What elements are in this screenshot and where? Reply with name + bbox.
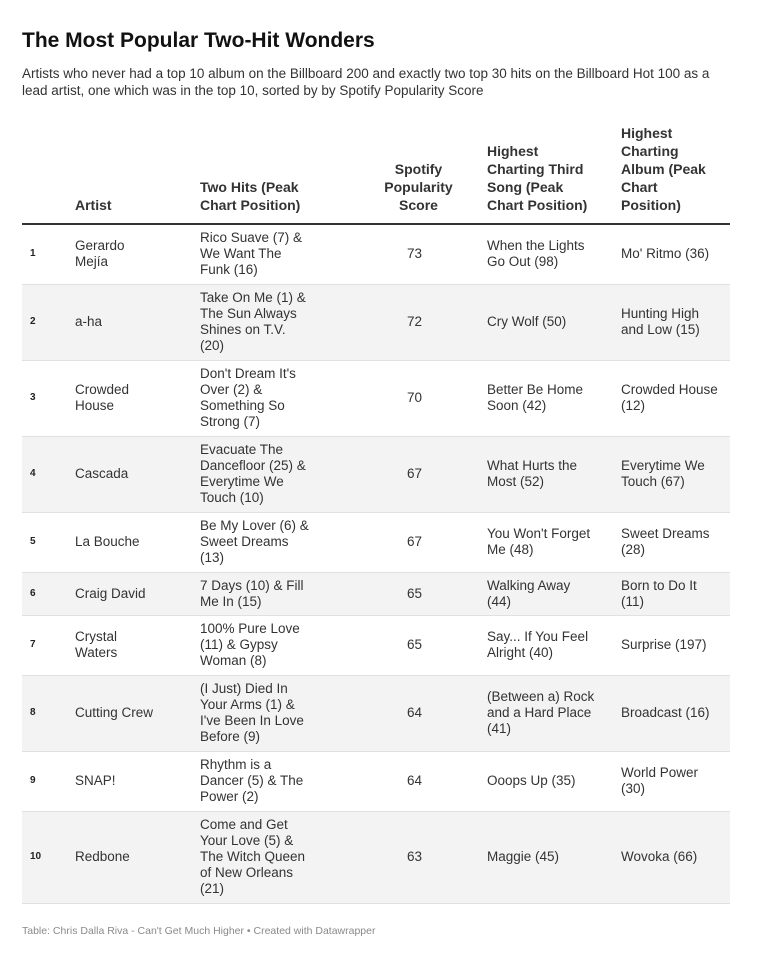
table-row (22, 512, 730, 572)
page-subtitle: Artists who never had a top 10 album on the Billboard 200 and exactly two top 30 hits on the Billboard Hot 100 as a lead artist, one which was in the top 10, sorted by by Spotify Popularity Score (22, 66, 710, 98)
row-third-song-cell (487, 512, 621, 572)
row-album-cell (621, 811, 730, 903)
row-artist-cell (75, 512, 200, 572)
row-two-hits: Rico Suave (7) & We Want The Funk (16) (200, 230, 303, 278)
row-third-song-cell (487, 224, 621, 284)
row-album-cell (621, 224, 730, 284)
row-rank-cell (22, 572, 75, 615)
row-rank-cell (22, 751, 75, 811)
row-third-song: Say... If You Feel Alright (40) (487, 629, 589, 660)
row-third-song: Walking Away (44) (487, 577, 571, 609)
table-row (22, 751, 730, 811)
row-rank-cell (22, 224, 75, 284)
footer-credit: Table: Chris Dalla Riva - Can't Get Much Higher • Created with Datawrapper (22, 925, 376, 937)
row-third-song: Maggie (45) (487, 849, 560, 864)
row-spotify-score-cell (350, 675, 487, 751)
row-artist: SNAP! (75, 773, 116, 788)
row-album: Broadcast (16) (621, 705, 710, 720)
row-two-hits-cell (200, 284, 350, 360)
row-artist-cell (75, 751, 200, 811)
row-spotify-score: 72 (406, 314, 423, 329)
row-third-song-cell (487, 811, 621, 903)
row-album: Surprise (197) (621, 637, 707, 652)
row-album-cell (621, 512, 730, 572)
row-artist: Cutting Crew (75, 705, 154, 720)
table-row (22, 675, 730, 751)
row-spotify-score-cell (350, 811, 487, 903)
row-third-song: What Hurts the Most (52) (487, 458, 578, 489)
row-artist-cell (75, 675, 200, 751)
row-artist: Gerardo Mejía (75, 238, 125, 270)
table-row (22, 224, 730, 284)
table-row (22, 572, 730, 615)
row-artist: Redbone (75, 849, 130, 864)
row-artist-cell (75, 436, 200, 512)
row-rank: 6 (30, 587, 36, 599)
row-rank: 4 (30, 468, 36, 479)
row-album: Born to Do It (11) (621, 577, 697, 609)
row-album-cell (621, 360, 730, 436)
data-table (22, 124, 730, 904)
row-artist-cell (75, 224, 200, 284)
row-album: Everytime We Touch (67) (621, 458, 705, 489)
row-rank: 8 (30, 707, 36, 718)
row-rank: 9 (30, 775, 36, 786)
row-third-song: You Won't Forget Me (48) (487, 526, 591, 557)
header-row (22, 124, 730, 224)
row-rank-cell (22, 436, 75, 512)
row-two-hits-cell (200, 360, 350, 436)
row-two-hits: 7 Days (10) & Fill Me In (15) (200, 577, 304, 609)
header-spotify-score[interactable] (350, 124, 487, 224)
header-two-hits[interactable] (200, 124, 350, 224)
row-album-cell (621, 615, 730, 675)
row-two-hits-cell (200, 572, 350, 615)
row-two-hits: Evacuate The Dancefloor (25) & Everytime We Touch (10) (200, 442, 306, 505)
row-rank: 7 (30, 639, 36, 650)
row-album: Mo' Ritmo (36) (621, 246, 710, 262)
table-row (22, 811, 730, 903)
row-third-song: When the Lights Go Out (98) (487, 238, 585, 270)
row-third-song-cell (487, 615, 621, 675)
table-row (22, 436, 730, 512)
row-spotify-score: 65 (406, 637, 423, 652)
row-artist: Crowded House (75, 382, 130, 413)
row-third-song: Better Be Home Soon (42) (487, 382, 584, 413)
row-third-song-cell (487, 675, 621, 751)
row-third-song: Cry Wolf (50) (487, 314, 567, 329)
row-rank: 1 (30, 248, 36, 260)
row-spotify-score: 73 (406, 246, 423, 262)
row-two-hits: Be My Lover (6) & Sweet Dreams (13) (200, 518, 309, 565)
row-album: Sweet Dreams (28) (621, 526, 710, 557)
row-spotify-score-cell (350, 224, 487, 284)
row-third-song-cell (487, 751, 621, 811)
row-artist-cell (75, 572, 200, 615)
row-rank-cell (22, 811, 75, 903)
row-album: Wovoka (66) (621, 849, 698, 864)
header-artist[interactable]: Artist (75, 124, 200, 224)
row-rank: 10 (30, 851, 42, 862)
row-rank-cell (22, 512, 75, 572)
page-title: The Most Popular Two-Hit Wonders (22, 29, 375, 52)
row-artist-cell (75, 284, 200, 360)
header-two-hits-label: Two Hits (Peak Chart Position) (200, 179, 301, 213)
row-spotify-score-cell (350, 572, 487, 615)
row-spotify-score: 70 (406, 390, 423, 405)
row-two-hits: Come and Get Your Love (5) & The Witch Queen of New Orleans (21) (200, 817, 306, 896)
row-artist: a-ha (75, 314, 103, 329)
row-rank: 2 (30, 316, 36, 327)
row-album: World Power (30) (621, 765, 699, 796)
row-two-hits: Take On Me (1) & The Sun Always Shines on T.V. (20) (200, 290, 306, 353)
row-spotify-score: 65 (406, 585, 423, 601)
header-rank[interactable] (22, 124, 75, 224)
row-spotify-score-cell (350, 360, 487, 436)
row-spotify-score: 64 (406, 773, 423, 788)
row-rank-cell (22, 675, 75, 751)
row-album: Hunting High and Low (15) (621, 306, 700, 337)
row-third-song: (Between a) Rock and a Hard Place (41) (487, 689, 595, 736)
row-third-song-cell (487, 284, 621, 360)
table-body (22, 224, 730, 903)
row-third-song-cell (487, 360, 621, 436)
row-spotify-score-cell (350, 284, 487, 360)
row-spotify-score-cell (350, 751, 487, 811)
row-artist: Cascada (75, 466, 129, 481)
row-album-cell (621, 572, 730, 615)
row-artist: Craig David (75, 585, 146, 601)
row-spotify-score: 63 (406, 849, 423, 864)
row-spotify-score-cell (350, 512, 487, 572)
row-album-cell (621, 284, 730, 360)
row-artist-cell (75, 360, 200, 436)
row-spotify-score: 67 (406, 534, 423, 549)
row-artist-cell (75, 615, 200, 675)
row-two-hits: (I Just) Died In Your Arms (1) & I've Been In Love Before (9) (200, 681, 304, 744)
row-two-hits: 100% Pure Love (11) & Gypsy Woman (8) (200, 621, 300, 668)
row-rank-cell (22, 615, 75, 675)
row-two-hits: Don't Dream It's Over (2) & Something So Strong (7) (200, 366, 296, 429)
row-rank-cell (22, 284, 75, 360)
row-two-hits-cell (200, 512, 350, 572)
row-album-cell (621, 675, 730, 751)
row-two-hits-cell (200, 751, 350, 811)
header-album[interactable] (621, 124, 730, 224)
row-spotify-score-cell (350, 615, 487, 675)
table-row (22, 615, 730, 675)
row-third-song-cell (487, 572, 621, 615)
row-artist: Crystal Waters (75, 629, 118, 660)
row-album-cell (621, 436, 730, 512)
row-artist: La Bouche (75, 534, 140, 549)
header-spotify-score-label: Spotify Popularity Score (384, 161, 453, 213)
row-two-hits-cell (200, 811, 350, 903)
row-rank-cell (22, 360, 75, 436)
row-two-hits-cell (200, 224, 350, 284)
row-rank: 5 (30, 536, 36, 547)
header-third-song[interactable] (487, 124, 621, 224)
row-album-cell (621, 751, 730, 811)
row-two-hits: Rhythm is a Dancer (5) & The Power (2) (200, 757, 304, 804)
row-artist-cell (75, 811, 200, 903)
row-spotify-score: 64 (406, 705, 423, 720)
header-third-song-label: Highest Charting Third Song (Peak Chart Position) (487, 143, 588, 213)
row-two-hits-cell (200, 615, 350, 675)
row-spotify-score-cell (350, 436, 487, 512)
row-album: Crowded House (12) (621, 382, 718, 413)
header-album-label: Highest Charting Album (Peak Chart Position) (621, 125, 706, 213)
row-third-song-cell (487, 436, 621, 512)
row-rank: 3 (30, 392, 36, 403)
row-third-song: Ooops Up (35) (487, 773, 576, 788)
row-spotify-score: 67 (406, 466, 423, 481)
table-row (22, 360, 730, 436)
row-two-hits-cell (200, 436, 350, 512)
table-row (22, 284, 730, 360)
row-two-hits-cell (200, 675, 350, 751)
